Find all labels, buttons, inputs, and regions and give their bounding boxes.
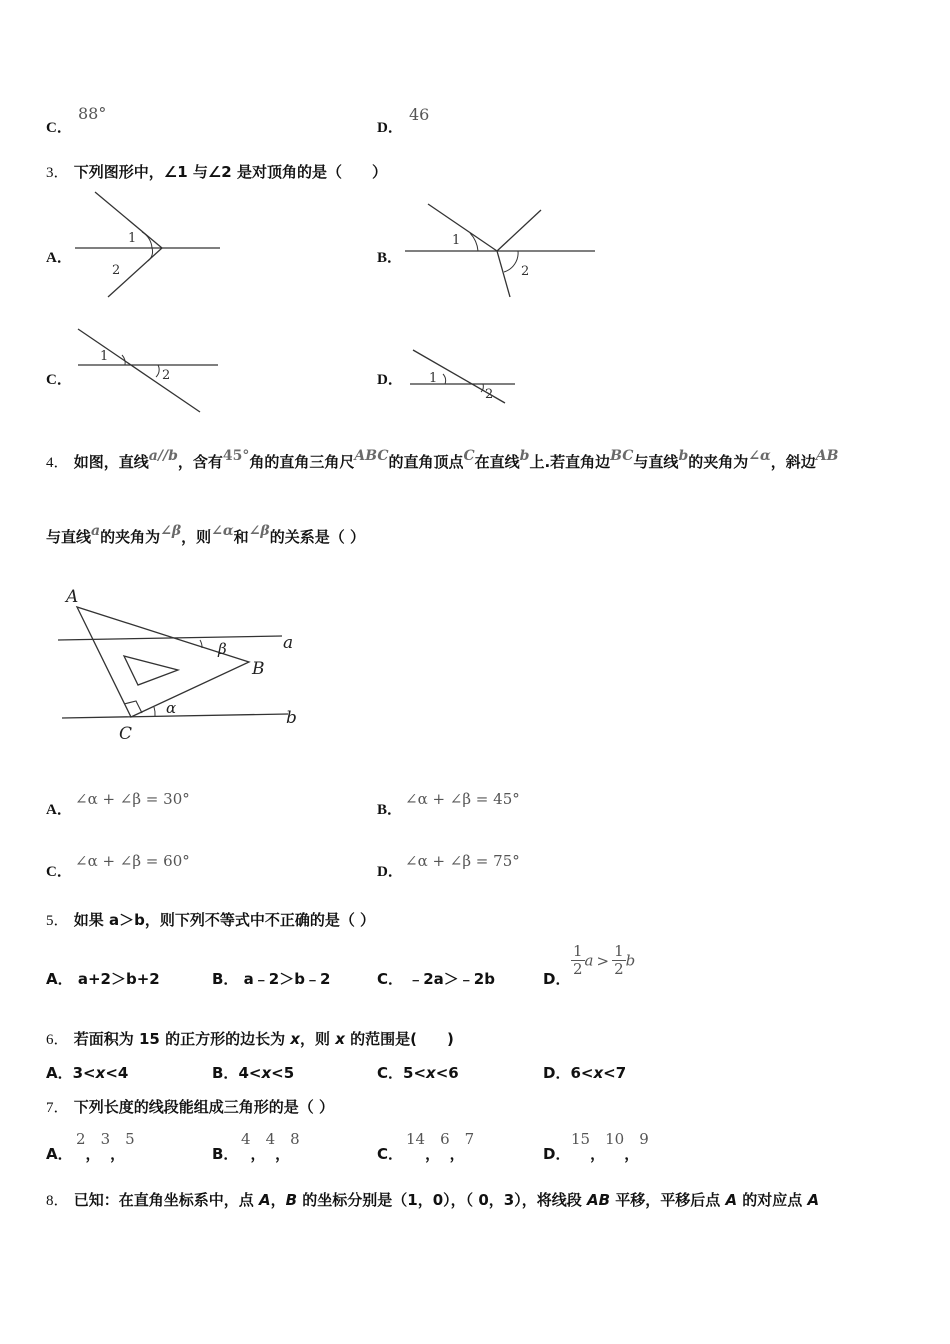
q6-option-a: [46, 1062, 128, 1083]
q7b-sep2: ，: [275, 1145, 291, 1163]
question-7-text: 下列长度的线段能组成三角形的是（ ）: [73, 1098, 334, 1116]
q4-text-13: 和: [233, 528, 249, 546]
q3-figure-a: [70, 190, 230, 302]
q6-x: x: [290, 1030, 300, 1048]
q4-text-11: 的夹角为: [100, 528, 161, 546]
q3b-angle2: 2: [521, 264, 530, 279]
q8-text-2: 的坐标分别是（1，0），（ 0，3），将线段: [297, 1191, 587, 1209]
q4-text-12: ，则: [181, 528, 212, 546]
q7b-v1: 4: [241, 1130, 251, 1148]
q7b-v3: 8: [290, 1130, 300, 1148]
q8-text-4: 的对应点: [737, 1191, 808, 1209]
question-8: [46, 1189, 819, 1210]
q6-option-b-left: 4<: [238, 1064, 262, 1082]
q4-text-2: ，含有: [177, 453, 223, 471]
q5-option-a-text: a+2＞b+2: [77, 970, 160, 988]
q4-text-8: 的夹角为: [688, 453, 749, 471]
q7c-sep1: ，: [425, 1145, 441, 1163]
q5-option-b: [212, 968, 330, 989]
q7a-sep2: ，: [110, 1145, 126, 1163]
q4-text-10: 与直线: [46, 528, 92, 546]
q7-option-b-label: B．: [212, 1145, 239, 1163]
q6-option-d-right: <7: [603, 1064, 627, 1082]
question-4-line-2: [46, 523, 365, 547]
question-6-number: 6．: [46, 1032, 69, 1048]
q4-fig-point-b: B: [252, 659, 265, 679]
q8-text-3: 平移，平移后点: [610, 1191, 726, 1209]
q4-option-a-label: A．: [46, 802, 72, 818]
q6-option-a-left: 3<: [72, 1064, 96, 1082]
q4-option-d-label: D．: [377, 864, 403, 880]
q6-text-1: 若面积为 15 的正方形的边长为: [73, 1030, 291, 1048]
q4-text-4: 的直角顶点: [388, 453, 464, 471]
q5-option-d-formula: [571, 943, 635, 978]
q4-fig-line-b: b: [286, 708, 297, 728]
q5-gt: >: [596, 951, 610, 970]
q6-option-c-x: x: [426, 1064, 436, 1082]
q5-option-c: [377, 968, 495, 989]
q6-option-c-label: C．: [377, 1064, 404, 1082]
q3-option-d-label: D．: [377, 372, 403, 388]
q6-option-d-x: x: [593, 1064, 604, 1082]
q4-fig-beta: β: [218, 640, 227, 658]
q4-fig-alpha: α: [166, 699, 177, 717]
q3-option-a-label: A．: [46, 250, 72, 266]
question-3-number: 3．: [46, 165, 69, 181]
q6-option-a-x: x: [95, 1064, 106, 1082]
q4-option-c-label: C．: [46, 864, 72, 880]
q4-deg45: 45°: [222, 448, 250, 464]
q7-option-b-values: [241, 1128, 300, 1163]
q4-alpha-2: ∠α: [211, 523, 234, 539]
q4-figure: [50, 582, 310, 747]
q3-option-c-label: C．: [46, 372, 72, 388]
q8-comma: ，: [270, 1191, 286, 1209]
question-5: [46, 909, 375, 930]
q5-var-b: b: [625, 951, 636, 970]
q7a-v1: 2: [76, 1130, 86, 1148]
q4-abc: ABC: [354, 448, 389, 464]
question-7-number: 7．: [46, 1100, 69, 1116]
q8-segment-ab: AB: [586, 1191, 611, 1209]
q8-point-b: B: [285, 1191, 298, 1209]
q7-option-d-label: D．: [543, 1145, 571, 1163]
q4-ab: a//b: [148, 448, 178, 464]
q7a-v2: 3: [100, 1130, 111, 1148]
q4-beta: ∠β: [160, 523, 182, 539]
q4-option-c-formula: ∠α + ∠β = 60°: [75, 852, 190, 870]
q4-text-5: 在直线: [474, 453, 520, 471]
q7c-v2: 6: [440, 1130, 450, 1148]
q6-option-d: [543, 1062, 626, 1083]
q8-point-a: A: [258, 1191, 271, 1209]
q6-option-b-label: B．: [212, 1064, 239, 1082]
q7-option-d-values: [571, 1128, 649, 1163]
q3a-angle1: 1: [128, 231, 137, 246]
q5-option-d-label: D．: [543, 970, 571, 988]
q4-text-3: 角的直角三角尺: [249, 453, 355, 471]
q4-option-d-formula: ∠α + ∠β = 75°: [405, 852, 520, 870]
q7c-v1: 14: [406, 1130, 426, 1148]
q4-b: b: [519, 448, 530, 464]
q7c-sep2: ，: [449, 1145, 465, 1163]
q3c-angle2: 2: [162, 368, 171, 383]
q3-figure-c: [70, 325, 230, 415]
q7d-sep1: ，: [590, 1145, 606, 1163]
q2-option-c-label: C．: [46, 120, 72, 136]
q6-text-3: 的范围是( ): [344, 1030, 454, 1048]
question-5-number: 5．: [46, 913, 69, 929]
q8-text-1: 已知：在直角坐标系中，点: [73, 1191, 259, 1209]
q6-option-a-label: A．: [46, 1064, 73, 1082]
q6-option-d-left: 6<: [570, 1064, 594, 1082]
q3c-angle1: 1: [100, 349, 109, 364]
q4-text-6: 上.若直角边: [529, 453, 611, 471]
q4-fig-point-c: C: [119, 724, 133, 744]
q7d-v2: 10: [605, 1130, 625, 1148]
question-4-line-1: [46, 448, 839, 472]
q5-option-c-label: C．: [377, 970, 404, 988]
q4-c: C: [463, 448, 475, 464]
q4-fig-point-a: A: [66, 587, 79, 607]
q6-option-b-right: <5: [271, 1064, 295, 1082]
q4-text-9: ，斜边: [770, 453, 816, 471]
question-7: [46, 1096, 334, 1117]
q2-option-d-value: 46: [409, 105, 430, 124]
q7b-v2: 4: [265, 1130, 276, 1148]
q4-fig-line-a: a: [283, 633, 294, 653]
q3d-angle2: 2: [485, 387, 494, 402]
q2-option-d-label: D．: [377, 120, 403, 136]
q7b-sep1: ，: [250, 1145, 266, 1163]
question-3-text: 下列图形中，∠1 与∠2 是对顶角的是（ ）: [73, 163, 387, 181]
q7a-sep1: ，: [85, 1145, 101, 1163]
q4-ab-side: AB: [815, 448, 839, 464]
q6-option-b: [212, 1062, 294, 1083]
q5-option-a: [46, 968, 160, 989]
question-3: [46, 161, 387, 182]
q8-point-a-3: A: [807, 1191, 820, 1209]
q7a-v3: 5: [125, 1130, 135, 1148]
q3b-angle1: 1: [452, 233, 461, 248]
q4-beta-2: ∠β: [248, 523, 270, 539]
q5-option-b-label: B．: [212, 970, 239, 988]
q5-option-c-text: ﹣2a＞﹣2b: [408, 970, 495, 988]
q5-var-a: a: [584, 951, 594, 970]
question-4-number: 4．: [46, 455, 69, 471]
q5-frac-b-den: 2: [614, 960, 624, 978]
q5-option-b-text: a﹣2＞b﹣2: [243, 970, 331, 988]
q6-option-c: [377, 1062, 459, 1083]
q2-option-c-value: 88°: [78, 104, 107, 123]
q3a-angle2: 2: [112, 263, 121, 278]
q7d-v3: 9: [639, 1130, 649, 1148]
q7-option-c-label: C．: [377, 1145, 404, 1163]
q7-option-a-label: A．: [46, 1145, 73, 1163]
q4-b-2: b: [678, 448, 689, 464]
q7-option-c-values: [406, 1128, 475, 1163]
q6-x-2: x: [335, 1030, 345, 1048]
q7c-v3: 7: [464, 1130, 475, 1148]
question-5-text: 如果 a＞b，则下列不等式中不正确的是（ ）: [73, 911, 376, 929]
q6-option-c-left: 5<: [403, 1064, 427, 1082]
q5-frac-a-den: 2: [573, 960, 583, 978]
q3-figure-b: [400, 200, 600, 302]
q5-option-a-label: A．: [46, 970, 73, 988]
q3-figure-d: [405, 345, 520, 405]
q5-frac-b-num: 1: [614, 942, 624, 960]
q4-option-a-formula: ∠α + ∠β = 30°: [75, 790, 190, 808]
q6-option-d-label: D．: [543, 1064, 571, 1082]
q4-option-b-formula: ∠α + ∠β = 45°: [405, 790, 520, 808]
q3d-angle1: 1: [429, 371, 438, 386]
q5-frac-b: [612, 943, 626, 978]
q6-option-b-x: x: [261, 1064, 272, 1082]
question-6: [46, 1028, 454, 1049]
q4-text-14: 的关系是（ ）: [269, 528, 365, 546]
q8-point-a-2: A: [725, 1191, 738, 1209]
q4-alpha: ∠α: [748, 448, 771, 464]
q4-option-b-label: B．: [377, 802, 403, 818]
q3-option-b-label: B．: [377, 250, 403, 266]
q7-option-a-values: [76, 1128, 135, 1163]
question-8-number: 8．: [46, 1193, 69, 1209]
q4-text-7: 与直线: [633, 453, 679, 471]
q5-frac-a-num: 1: [573, 942, 583, 960]
q6-option-a-right: <4: [105, 1064, 129, 1082]
q4-bc: BC: [610, 448, 634, 464]
q4-text-1: 如图，直线: [73, 453, 149, 471]
q4-a: a: [91, 523, 101, 539]
q5-frac-a: [571, 943, 585, 978]
q7d-v1: 15: [571, 1130, 591, 1148]
q6-text-2: ，则: [299, 1030, 336, 1048]
q6-option-c-right: <6: [435, 1064, 459, 1082]
q7d-sep2: ，: [624, 1145, 640, 1163]
